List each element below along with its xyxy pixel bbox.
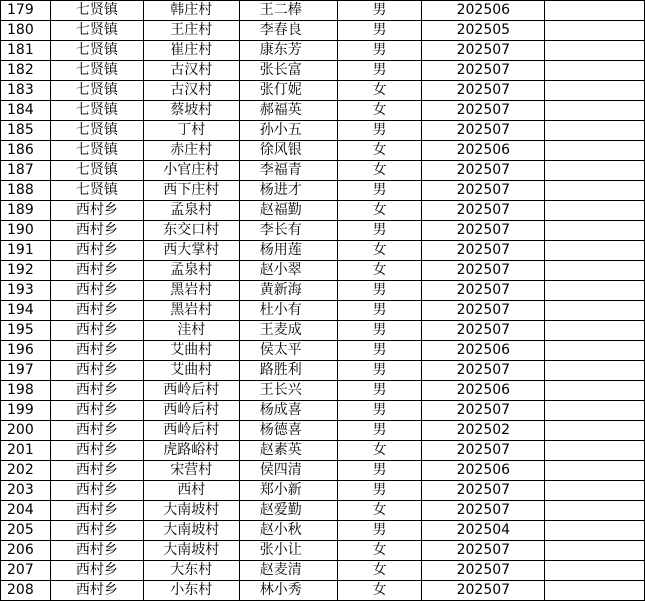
town-cell[interactable]: 西村乡 <box>50 561 143 581</box>
town-cell[interactable]: 西村乡 <box>50 521 143 541</box>
village-cell[interactable]: 西岭后村 <box>143 421 239 441</box>
date-cell[interactable]: 202507 <box>422 301 545 321</box>
table-row <box>1 461 645 481</box>
empty-cell[interactable] <box>545 1 645 21</box>
date-cell[interactable]: 202507 <box>422 81 545 101</box>
table-row <box>1 361 645 381</box>
empty-cell[interactable] <box>545 541 645 561</box>
empty-cell[interactable] <box>545 241 645 261</box>
village-cell[interactable]: 孟泉村 <box>143 261 239 281</box>
gender-cell[interactable]: 男 <box>337 461 422 481</box>
row-number-cell[interactable]: 197 <box>1 361 51 381</box>
empty-cell[interactable] <box>545 61 645 81</box>
town-cell[interactable]: 西村乡 <box>50 501 143 521</box>
gender-cell[interactable]: 男 <box>337 221 422 241</box>
row-number-cell[interactable]: 200 <box>1 421 51 441</box>
table-row <box>1 501 645 521</box>
date-cell[interactable]: 202507 <box>422 201 545 221</box>
table-row <box>1 301 645 321</box>
gender-cell[interactable]: 男 <box>337 121 422 141</box>
date-cell[interactable]: 202507 <box>422 161 545 181</box>
gender-cell[interactable]: 女 <box>337 81 422 101</box>
name-cell[interactable]: 张小让 <box>239 541 337 561</box>
row-number-cell[interactable]: 207 <box>1 561 51 581</box>
table-row <box>1 221 645 241</box>
date-cell[interactable]: 202507 <box>422 541 545 561</box>
name-cell[interactable]: 李春良 <box>239 21 337 41</box>
village-cell[interactable]: 大东村 <box>143 561 239 581</box>
town-cell[interactable]: 西村乡 <box>50 361 143 381</box>
table-row <box>1 21 645 41</box>
date-cell[interactable]: 202504 <box>422 521 545 541</box>
town-cell[interactable]: 西村乡 <box>50 441 143 461</box>
row-number-cell[interactable]: 181 <box>1 41 51 61</box>
village-cell[interactable]: 古汉村 <box>143 81 239 101</box>
town-cell[interactable]: 七贤镇 <box>50 61 143 81</box>
gender-cell[interactable]: 男 <box>337 181 422 201</box>
table-row <box>1 341 645 361</box>
name-cell[interactable]: 王麦成 <box>239 321 337 341</box>
date-cell[interactable]: 202507 <box>422 321 545 341</box>
village-cell[interactable]: 洼村 <box>143 321 239 341</box>
empty-cell[interactable] <box>545 441 645 461</box>
table-row <box>1 321 645 341</box>
date-cell[interactable]: 202507 <box>422 481 545 501</box>
village-cell[interactable]: 丁村 <box>143 121 239 141</box>
name-cell[interactable]: 侯四清 <box>239 461 337 481</box>
gender-cell[interactable]: 男 <box>337 21 422 41</box>
date-cell[interactable]: 202506 <box>422 1 545 21</box>
name-cell[interactable]: 杨用莲 <box>239 241 337 261</box>
town-cell[interactable]: 七贤镇 <box>50 81 143 101</box>
table-row <box>1 561 645 581</box>
gender-cell[interactable]: 女 <box>337 101 422 121</box>
gender-cell[interactable]: 女 <box>337 561 422 581</box>
name-cell[interactable]: 李长有 <box>239 221 337 241</box>
gender-cell[interactable]: 男 <box>337 481 422 501</box>
gender-cell[interactable]: 男 <box>337 401 422 421</box>
name-cell[interactable]: 杨进才 <box>239 181 337 201</box>
village-cell[interactable]: 小官庄村 <box>143 161 239 181</box>
village-cell[interactable]: 赤庄村 <box>143 141 239 161</box>
town-cell[interactable]: 西村乡 <box>50 241 143 261</box>
empty-cell[interactable] <box>545 461 645 481</box>
name-cell[interactable]: 林小秀 <box>239 581 337 601</box>
table-row <box>1 161 645 181</box>
row-number-cell[interactable]: 205 <box>1 521 51 541</box>
empty-cell[interactable] <box>545 401 645 421</box>
table-row <box>1 41 645 61</box>
empty-cell[interactable] <box>545 221 645 241</box>
name-cell[interactable]: 赵素英 <box>239 441 337 461</box>
village-cell[interactable]: 黑岩村 <box>143 301 239 321</box>
date-cell[interactable]: 202507 <box>422 281 545 301</box>
village-cell[interactable]: 大南坡村 <box>143 521 239 541</box>
town-cell[interactable]: 西村乡 <box>50 461 143 481</box>
table-row <box>1 201 645 221</box>
gender-cell[interactable]: 男 <box>337 281 422 301</box>
village-cell[interactable]: 韩庄村 <box>143 1 239 21</box>
gender-cell[interactable]: 男 <box>337 361 422 381</box>
table-row <box>1 421 645 441</box>
table-row <box>1 241 645 261</box>
empty-cell[interactable] <box>545 481 645 501</box>
gender-cell[interactable]: 男 <box>337 421 422 441</box>
gender-cell[interactable]: 男 <box>337 341 422 361</box>
town-cell[interactable]: 西村乡 <box>50 321 143 341</box>
row-number-cell[interactable]: 194 <box>1 301 51 321</box>
empty-cell[interactable] <box>545 21 645 41</box>
date-cell[interactable]: 202507 <box>422 221 545 241</box>
name-cell[interactable]: 李福青 <box>239 161 337 181</box>
row-number-cell[interactable]: 198 <box>1 381 51 401</box>
name-cell[interactable]: 侯太平 <box>239 341 337 361</box>
village-cell[interactable]: 古汉村 <box>143 61 239 81</box>
row-number-cell[interactable]: 203 <box>1 481 51 501</box>
table-row <box>1 441 645 461</box>
empty-cell[interactable] <box>545 321 645 341</box>
row-number-cell[interactable]: 179 <box>1 1 51 21</box>
town-cell[interactable]: 七贤镇 <box>50 101 143 121</box>
row-number-cell[interactable]: 202 <box>1 461 51 481</box>
town-cell[interactable]: 西村乡 <box>50 581 143 601</box>
gender-cell[interactable]: 女 <box>337 581 422 601</box>
gender-cell[interactable]: 男 <box>337 61 422 81</box>
name-cell[interactable]: 路胜利 <box>239 361 337 381</box>
empty-cell[interactable] <box>545 281 645 301</box>
row-number-cell[interactable]: 193 <box>1 281 51 301</box>
empty-cell[interactable] <box>545 581 645 601</box>
row-number-cell[interactable]: 201 <box>1 441 51 461</box>
row-number-cell[interactable]: 204 <box>1 501 51 521</box>
table-row <box>1 481 645 501</box>
empty-cell[interactable] <box>545 341 645 361</box>
town-cell[interactable]: 西村乡 <box>50 541 143 561</box>
gender-cell[interactable]: 男 <box>337 301 422 321</box>
town-cell[interactable]: 七贤镇 <box>50 161 143 181</box>
empty-cell[interactable] <box>545 161 645 181</box>
table-body <box>1 1 645 601</box>
table-row <box>1 81 645 101</box>
name-cell[interactable]: 赵小翠 <box>239 261 337 281</box>
empty-cell[interactable] <box>545 361 645 381</box>
village-cell[interactable]: 大南坡村 <box>143 501 239 521</box>
empty-cell[interactable] <box>545 81 645 101</box>
village-cell[interactable]: 宋营村 <box>143 461 239 481</box>
village-cell[interactable]: 黑岩村 <box>143 281 239 301</box>
row-number-cell[interactable]: 184 <box>1 101 51 121</box>
table-row <box>1 181 645 201</box>
date-cell[interactable]: 202507 <box>422 441 545 461</box>
name-cell[interactable]: 郑小新 <box>239 481 337 501</box>
row-number-cell[interactable]: 186 <box>1 141 51 161</box>
table-row <box>1 521 645 541</box>
date-cell[interactable]: 202507 <box>422 61 545 81</box>
village-cell[interactable]: 东交口村 <box>143 221 239 241</box>
date-cell[interactable]: 202506 <box>422 141 545 161</box>
row-number-cell[interactable]: 183 <box>1 81 51 101</box>
town-cell[interactable]: 西村乡 <box>50 481 143 501</box>
table-row <box>1 401 645 421</box>
row-number-cell[interactable]: 192 <box>1 261 51 281</box>
empty-cell[interactable] <box>545 381 645 401</box>
name-cell[interactable]: 赵麦清 <box>239 561 337 581</box>
village-cell[interactable]: 西岭后村 <box>143 381 239 401</box>
town-cell[interactable]: 西村乡 <box>50 381 143 401</box>
town-cell[interactable]: 七贤镇 <box>50 1 143 21</box>
empty-cell[interactable] <box>545 521 645 541</box>
name-cell[interactable]: 张仃妮 <box>239 81 337 101</box>
date-cell[interactable]: 202507 <box>422 501 545 521</box>
table-row <box>1 541 645 561</box>
empty-cell[interactable] <box>545 301 645 321</box>
gender-cell[interactable]: 女 <box>337 201 422 221</box>
table-row <box>1 101 645 121</box>
empty-cell[interactable] <box>545 141 645 161</box>
town-cell[interactable]: 七贤镇 <box>50 121 143 141</box>
name-cell[interactable]: 张长富 <box>239 61 337 81</box>
empty-cell[interactable] <box>545 101 645 121</box>
row-number-cell[interactable]: 185 <box>1 121 51 141</box>
village-cell[interactable]: 西岭后村 <box>143 401 239 421</box>
name-cell[interactable]: 孙小五 <box>239 121 337 141</box>
name-cell[interactable]: 黄新海 <box>239 281 337 301</box>
village-cell[interactable]: 孟泉村 <box>143 201 239 221</box>
empty-cell[interactable] <box>545 121 645 141</box>
gender-cell[interactable]: 男 <box>337 381 422 401</box>
row-number-cell[interactable]: 196 <box>1 341 51 361</box>
table-row <box>1 281 645 301</box>
village-cell[interactable]: 虎路峪村 <box>143 441 239 461</box>
gender-cell[interactable]: 男 <box>337 521 422 541</box>
name-cell[interactable]: 杜小有 <box>239 301 337 321</box>
village-cell[interactable]: 西村 <box>143 481 239 501</box>
empty-cell[interactable] <box>545 41 645 61</box>
row-number-cell[interactable]: 195 <box>1 321 51 341</box>
village-cell[interactable]: 蔡坡村 <box>143 101 239 121</box>
date-cell[interactable]: 202507 <box>422 121 545 141</box>
gender-cell[interactable]: 男 <box>337 321 422 341</box>
date-cell[interactable]: 202502 <box>422 421 545 441</box>
table-row <box>1 61 645 81</box>
gender-cell[interactable]: 女 <box>337 501 422 521</box>
date-cell[interactable]: 202507 <box>422 41 545 61</box>
row-number-cell[interactable]: 191 <box>1 241 51 261</box>
row-number-cell[interactable]: 190 <box>1 221 51 241</box>
row-number-cell[interactable]: 206 <box>1 541 51 561</box>
date-cell[interactable]: 202507 <box>422 101 545 121</box>
town-cell[interactable]: 西村乡 <box>50 221 143 241</box>
row-number-cell[interactable]: 182 <box>1 61 51 81</box>
gender-cell[interactable]: 男 <box>337 41 422 61</box>
village-cell[interactable]: 西下庄村 <box>143 181 239 201</box>
empty-cell[interactable] <box>545 561 645 581</box>
village-cell[interactable]: 艾曲村 <box>143 361 239 381</box>
gender-cell[interactable]: 女 <box>337 241 422 261</box>
gender-cell[interactable]: 男 <box>337 1 422 21</box>
name-cell[interactable]: 康东芳 <box>239 41 337 61</box>
date-cell[interactable]: 202506 <box>422 341 545 361</box>
empty-cell[interactable] <box>545 261 645 281</box>
town-cell[interactable]: 西村乡 <box>50 421 143 441</box>
date-cell[interactable]: 202507 <box>422 181 545 201</box>
row-number-cell[interactable]: 199 <box>1 401 51 421</box>
town-cell[interactable]: 七贤镇 <box>50 21 143 41</box>
date-cell[interactable]: 202505 <box>422 21 545 41</box>
village-cell[interactable]: 西大掌村 <box>143 241 239 261</box>
village-cell[interactable]: 大南坡村 <box>143 541 239 561</box>
date-cell[interactable]: 202506 <box>422 381 545 401</box>
town-cell[interactable]: 七贤镇 <box>50 41 143 61</box>
date-cell[interactable]: 202507 <box>422 261 545 281</box>
name-cell[interactable]: 杨成喜 <box>239 401 337 421</box>
name-cell[interactable]: 杨德喜 <box>239 421 337 441</box>
village-cell[interactable]: 艾曲村 <box>143 341 239 361</box>
town-cell[interactable]: 西村乡 <box>50 401 143 421</box>
date-cell[interactable]: 202507 <box>422 361 545 381</box>
town-cell[interactable]: 七贤镇 <box>50 181 143 201</box>
empty-cell[interactable] <box>545 201 645 221</box>
name-cell[interactable]: 王长兴 <box>239 381 337 401</box>
row-number-cell[interactable]: 180 <box>1 21 51 41</box>
town-cell[interactable]: 西村乡 <box>50 341 143 361</box>
gender-cell[interactable]: 女 <box>337 441 422 461</box>
date-cell[interactable]: 202507 <box>422 561 545 581</box>
village-cell[interactable]: 崔庄村 <box>143 41 239 61</box>
date-cell[interactable]: 202507 <box>422 581 545 601</box>
village-cell[interactable]: 小东村 <box>143 581 239 601</box>
date-cell[interactable]: 202506 <box>422 461 545 481</box>
table-row <box>1 261 645 281</box>
row-number-cell[interactable]: 208 <box>1 581 51 601</box>
town-cell[interactable]: 西村乡 <box>50 201 143 221</box>
town-cell[interactable]: 七贤镇 <box>50 141 143 161</box>
name-cell[interactable]: 赵小秋 <box>239 521 337 541</box>
gender-cell[interactable]: 女 <box>337 141 422 161</box>
name-cell[interactable]: 赵福勤 <box>239 201 337 221</box>
table-row <box>1 381 645 401</box>
gender-cell[interactable]: 女 <box>337 261 422 281</box>
town-cell[interactable]: 西村乡 <box>50 281 143 301</box>
name-cell[interactable]: 郝福英 <box>239 101 337 121</box>
name-cell[interactable]: 赵爱勤 <box>239 501 337 521</box>
table-row <box>1 581 645 601</box>
empty-cell[interactable] <box>545 501 645 521</box>
row-number-cell[interactable]: 189 <box>1 201 51 221</box>
date-cell[interactable]: 202507 <box>422 401 545 421</box>
gender-cell[interactable]: 女 <box>337 541 422 561</box>
empty-cell[interactable] <box>545 181 645 201</box>
table-row <box>1 121 645 141</box>
empty-cell[interactable] <box>545 421 645 441</box>
town-cell[interactable]: 西村乡 <box>50 301 143 321</box>
row-number-cell[interactable]: 187 <box>1 161 51 181</box>
gender-cell[interactable]: 女 <box>337 161 422 181</box>
name-cell[interactable]: 徐风银 <box>239 141 337 161</box>
town-cell[interactable]: 西村乡 <box>50 261 143 281</box>
table-row <box>1 141 645 161</box>
village-cell[interactable]: 王庄村 <box>143 21 239 41</box>
row-number-cell[interactable]: 188 <box>1 181 51 201</box>
table-row <box>1 1 645 21</box>
date-cell[interactable]: 202507 <box>422 241 545 261</box>
name-cell[interactable]: 王二棒 <box>239 1 337 21</box>
